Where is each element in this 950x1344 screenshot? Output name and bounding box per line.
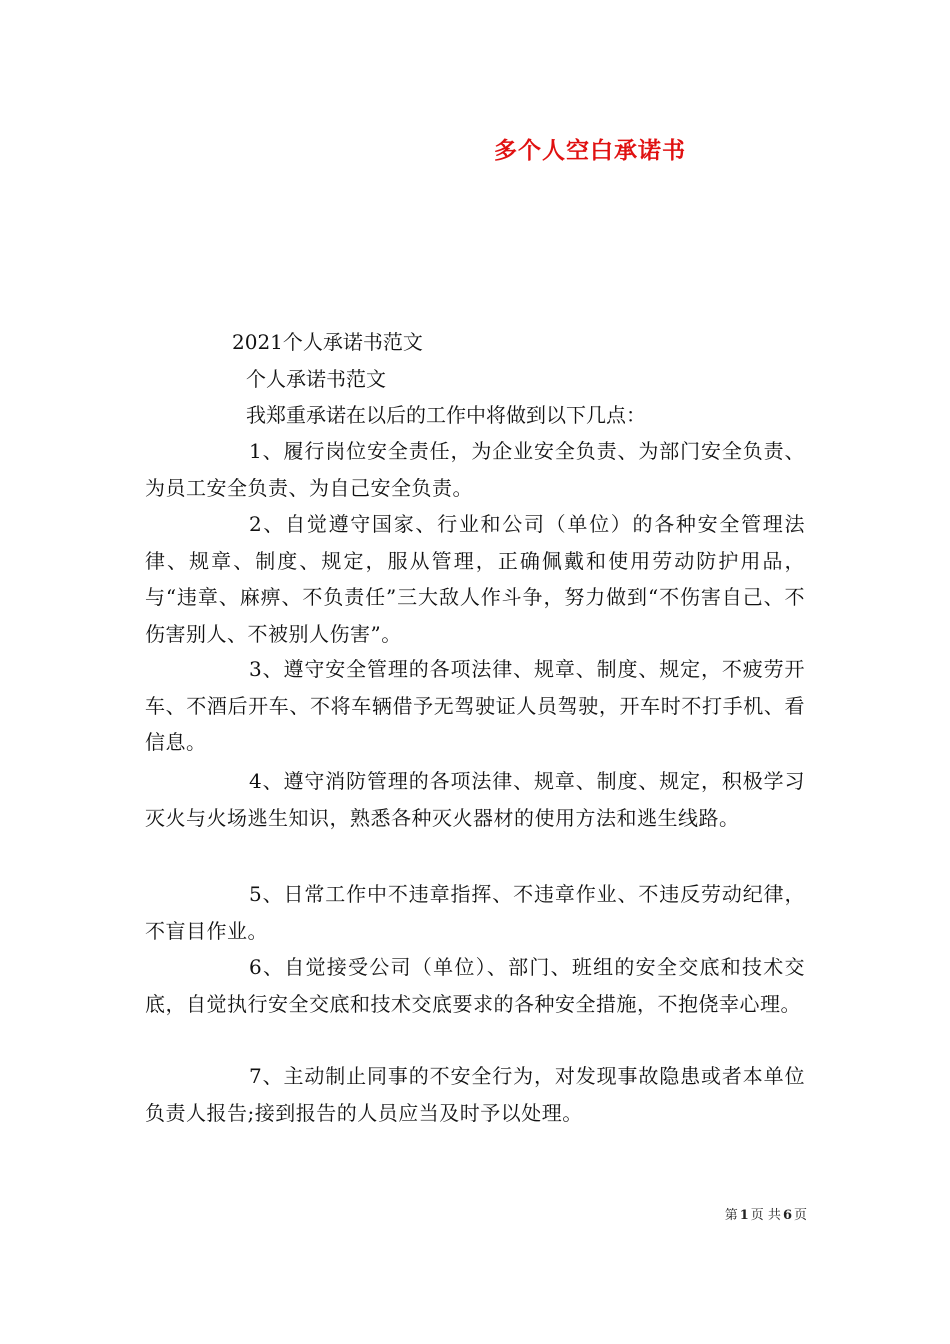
paragraph-7: 7、主动制止同事的不安全行为，对发现事故隐患或者本单位负责人报告;接到报告的人员应当及时予以处理。 — [145, 1064, 805, 1125]
page-middle: 页 共 — [750, 1208, 781, 1223]
document-title: 多个人空白承诺书 — [494, 137, 686, 164]
page-number-footer — [725, 1204, 807, 1223]
current-page: 1 — [739, 1208, 749, 1223]
document-heading: 个人承诺书范文 — [246, 367, 386, 391]
total-pages: 6 — [782, 1208, 792, 1223]
paragraph-6: 6、自觉接受公司（单位）、部门、班组的安全交底和技术交底，自觉执行安全交底和技术交底要求的各种安全措施，不抱侥幸心理。 — [145, 955, 805, 1016]
page-suffix: 页 — [793, 1208, 807, 1223]
paragraph-4: 4、遵守消防管理的各项法律、规章、制度、规定，积极学习灭火与火场逃生知识，熟悉各种灭火器材的使用方法和逃生线路。 — [145, 769, 805, 830]
document-subtitle: 2021个人承诺书范文 — [232, 330, 423, 354]
document-intro: 我郑重承诺在以后的工作中将做到以下几点： — [246, 403, 646, 427]
paragraph-2: 2、自觉遵守国家、行业和公司（单位）的各种安全管理法律、规章、制度、规定，服从管理，正确佩戴和使用劳动防护用品，与“违章、麻痹、不负责任”三大敌人作斗争，努力做到“不伤害自己、不伤害别人、不被别人伤害”。 — [145, 512, 805, 646]
page-prefix: 第 — [724, 1208, 738, 1223]
paragraph-5: 5、日常工作中不违章指挥、不违章作业、不违反劳动纪律，不盲目作业。 — [145, 882, 805, 943]
paragraph-3: 3、遵守安全管理的各项法律、规章、制度、规定，不疲劳开车、不酒后开车、不将车辆借予无驾驶证人员驾驶，开车时不打手机、看信息。 — [145, 657, 805, 754]
paragraph-1: 1、履行岗位安全责任，为企业安全负责、为部门安全负责、为员工安全负责、为自己安全负责。 — [145, 439, 805, 500]
